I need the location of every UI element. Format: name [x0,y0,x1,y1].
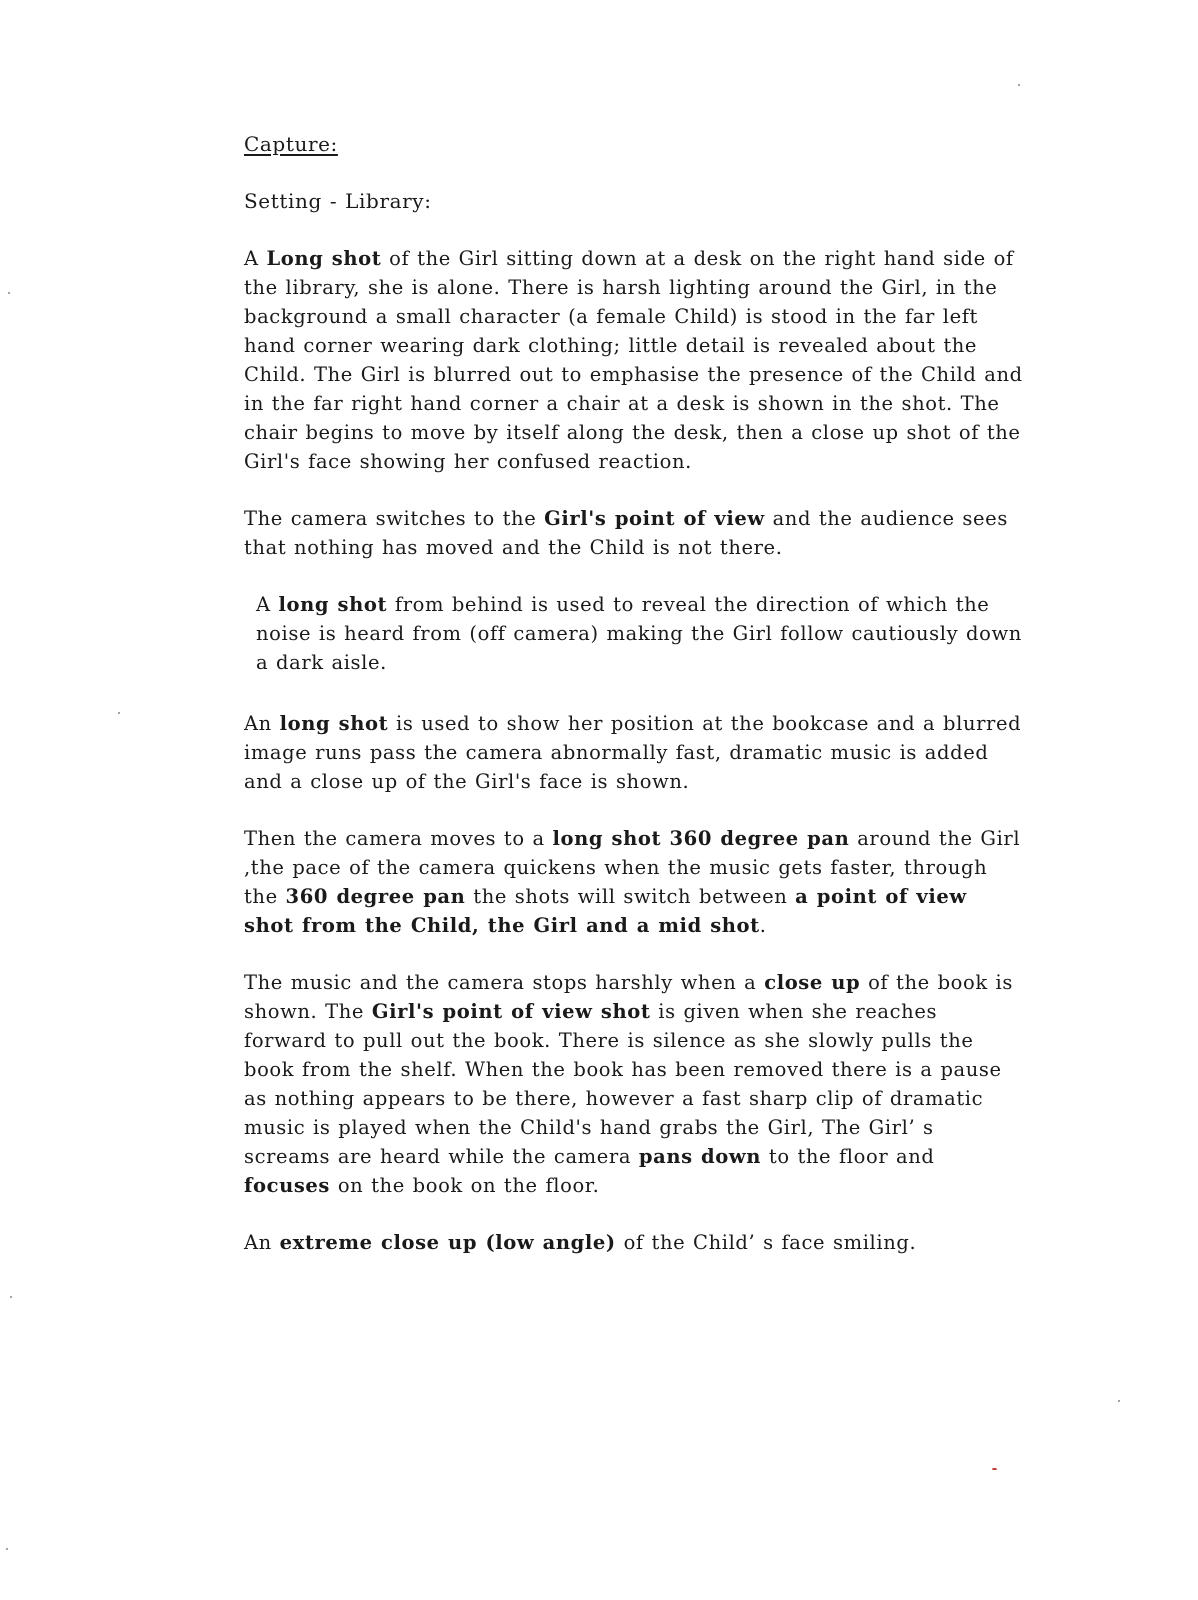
scan-speck [118,712,120,714]
bold-term: long shot [278,593,388,616]
bold-term: Girl's point of view shot [371,1000,651,1023]
scan-speck [8,292,10,294]
text-run: from behind is used to reveal the direction of which the noise is heard from (off camera) making the Girl follow cautiously down a dark aisle. [256,593,1022,674]
text-run: of the Girl sitting down at a desk on the right hand side of the library, she is alone. There is harsh lighting around the Girl, in the background a small character (a female Child) is stood in the far left hand corner wearing dark clothing; little detail is revealed about the Child. The Girl is blurred out to emphasise the presence of the Child and in the far right hand corner a chair at a desk is shown in the shot. The chair begins to move by itself along the desk, then a close up shot of the Girl's face showing her confused reaction. [244,247,1023,473]
bold-term: long shot [279,712,389,735]
scan-speck [1018,84,1020,86]
bold-term: long shot 360 degree pan [552,827,850,850]
scan-speck [1118,1400,1120,1402]
page-heading: Capture: [244,132,338,156]
paragraph-6 [244,968,1024,1200]
text-run: and the audience sees that nothing has moved and the Child is not there. [244,507,1008,559]
scan-speck [6,1548,8,1550]
bold-term: pans down [638,1145,762,1168]
text-run: A [256,593,279,616]
text-run: the shots will switch between [465,885,796,908]
text-run: on the book on the floor. [330,1174,600,1197]
text-run: to the floor and [761,1145,935,1168]
text-run: An [244,1231,280,1254]
text-run: The camera switches to the [244,507,545,530]
text-run: around the Girl ,the pace of the camera quickens when the music gets faster, through the [244,827,1021,908]
bold-term: close up [764,971,861,994]
bold-term: extreme close up (low angle) [279,1231,616,1254]
scan-speck [992,1468,997,1470]
bold-term: Girl's point of view [544,507,765,530]
text-run: A [244,247,267,270]
bold-term: a point of view shot from the Child, the Girl and a mid shot [244,885,967,937]
paragraph-7 [244,1228,1024,1257]
text-run: of the book is shown. The [244,971,1014,1023]
bold-term: 360 degree pan [285,885,466,908]
paragraph-4 [244,709,1024,796]
text-run: is given when she reaches forward to pull out the book. There is silence as she slowly pulls the book from the shelf. When the book has been removed there is a pause as nothing appears to be there, however a fast sharp clip of dramatic music is played when the Child's hand grabs the Girl, The Girl’ s screams are heard while the camera [244,1000,1002,1168]
setting-line: Setting - Library: [244,189,432,213]
text-run: of the Child’ s face smiling. [615,1231,917,1254]
text-run: Then the camera moves to a [244,827,553,850]
scan-speck [10,1296,12,1298]
paragraph-2 [244,504,1024,562]
bold-term: focuses [244,1174,331,1197]
paragraph-5 [244,824,1024,940]
paragraph-1 [244,244,1024,476]
text-run: is used to show her position at the bookcase and a blurred image runs pass the camera abnormally fast, dramatic music is added and a close up of the Girl's face is shown. [244,712,1022,793]
document-body [244,130,1024,1285]
text-run: An [244,712,280,735]
text-run: . [759,914,767,937]
bold-term: Long shot [266,247,382,270]
text-run: The music and the camera stops harshly when a [244,971,765,994]
paragraph-3 [244,590,1024,677]
